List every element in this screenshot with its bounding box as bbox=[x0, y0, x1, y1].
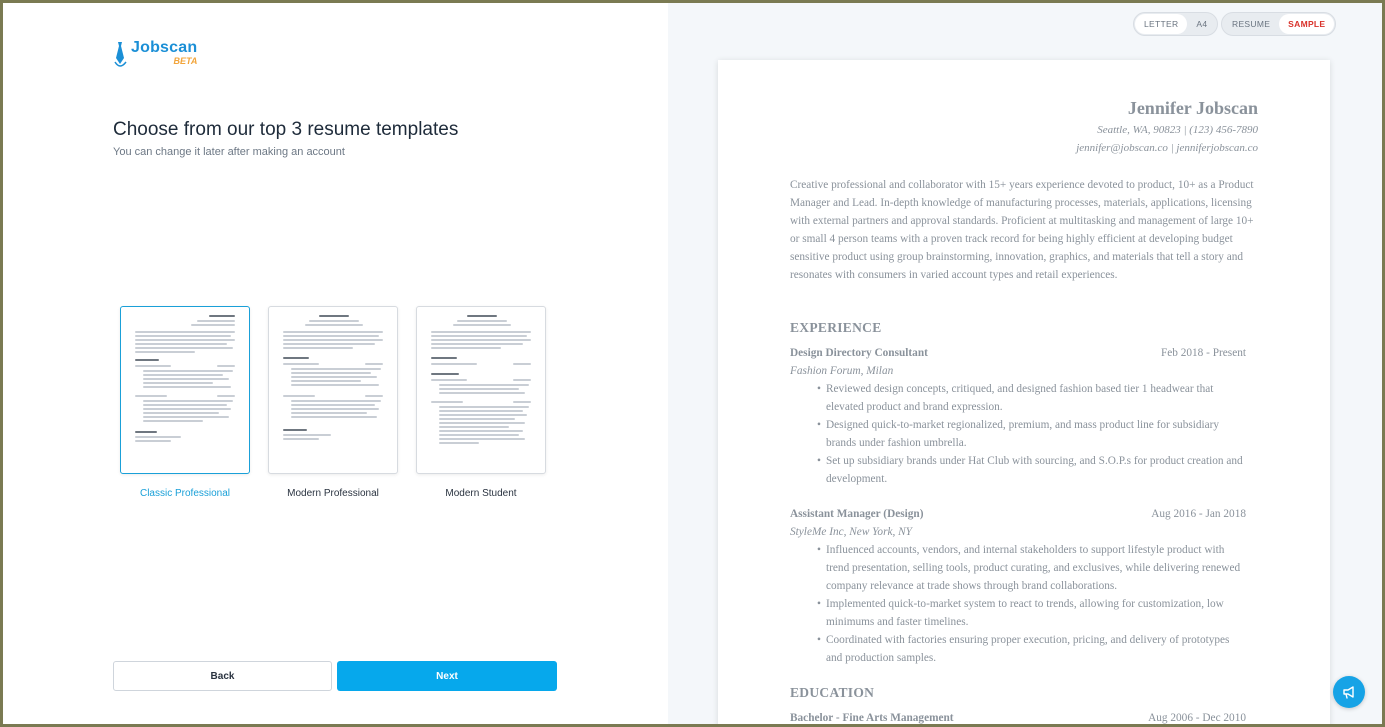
megaphone-icon bbox=[1341, 684, 1357, 700]
job-dates: Aug 2016 - Jan 2018 bbox=[1151, 508, 1246, 520]
logo-name: Jobscan bbox=[131, 39, 198, 56]
job-dates: Feb 2018 - Present bbox=[1160, 347, 1246, 359]
feedback-button[interactable] bbox=[1333, 676, 1365, 708]
education-dates: Aug 2006 - Dec 2010 bbox=[1148, 712, 1246, 724]
job-bullet: • Set up subsidiary brands under Hat Club with sourcing, and S.O.P.s for product creation and development. bbox=[826, 452, 1246, 488]
job-bullet: • Coordinated with factories ensuring proper execution, pricing, and delivery of prototypes and production samples. bbox=[826, 631, 1246, 667]
a4-option[interactable]: A4 bbox=[1196, 19, 1208, 29]
template-thumbnail[interactable] bbox=[416, 306, 546, 474]
education-degree: Bachelor - Fine Arts Management bbox=[790, 712, 954, 724]
experience-heading: EXPERIENCE bbox=[790, 320, 882, 335]
sample-option[interactable]: SAMPLE bbox=[1279, 14, 1334, 34]
job-title: Assistant Manager (Design) bbox=[790, 508, 924, 520]
job-company: StyleMe Inc, New York, NY bbox=[790, 526, 912, 538]
template-thumbnail[interactable] bbox=[268, 306, 398, 474]
job-entry bbox=[790, 505, 1246, 667]
template-chooser-panel bbox=[3, 3, 668, 724]
resume-contact-web: jennifer@jobscan.co | jenniferjobscan.co bbox=[1076, 142, 1258, 154]
job-entry bbox=[790, 344, 1246, 488]
resume-contact-location: Seattle, WA, 90823 | (123) 456-7890 bbox=[1097, 124, 1258, 136]
template-thumbnail[interactable] bbox=[120, 306, 250, 474]
template-classic-professional[interactable] bbox=[120, 306, 250, 499]
template-label: Classic Professional bbox=[139, 488, 231, 499]
job-company: Fashion Forum, Milan bbox=[790, 365, 894, 377]
job-bullet: • Designed quick-to-market regionalized, premium, and mass product line for subsidiary brands under fashion umbrella. bbox=[826, 416, 1246, 452]
job-bullet: • Influenced accounts, vendors, and internal stakeholders to support lifestyle product with trend presentation, selling tools, product curating, and exclusives, while delivering renewed company relevance at trade shows through brand collaborations. bbox=[826, 541, 1246, 595]
beta-badge: BETA bbox=[173, 56, 198, 66]
page-subtitle: You can change it later after making an account bbox=[113, 146, 345, 158]
template-label: Modern Professional bbox=[287, 488, 379, 499]
jobscan-tie-icon bbox=[113, 40, 127, 70]
app-frame bbox=[3, 3, 1382, 724]
jobscan-logo[interactable] bbox=[113, 40, 197, 70]
template-modern-student[interactable] bbox=[416, 306, 546, 499]
page-title: Choose from our top 3 resume templates bbox=[113, 119, 459, 140]
education-heading: EDUCATION bbox=[790, 685, 875, 700]
back-button[interactable]: Back bbox=[113, 661, 332, 691]
resume-option[interactable]: RESUME bbox=[1232, 19, 1271, 29]
view-mode-toggle bbox=[1221, 12, 1336, 36]
resume-summary: Creative professional and collaborator with 15+ years experience devoted to product, 10+ as a Product Manager and Lead. In-depth knowledge of manufacturing processes, materials, applications, licensing with external partners and approval standards. Proficient at multitasking and management of large 10+ or small 4 person teams with a proven track record for being highly efficient at developing budget sensitive product using group brainstorming, innovation, graphics, and materials that tell a story and resonates with consumers in varied account types and retail experiences. bbox=[790, 179, 1254, 281]
resume-preview-panel bbox=[668, 3, 1382, 724]
job-bullet: • Implemented quick-to-market system to react to trends, allowing for customization, low minimums and faster timelines. bbox=[826, 595, 1246, 631]
template-label: Modern Student bbox=[445, 488, 517, 499]
job-title: Design Directory Consultant bbox=[790, 347, 928, 359]
next-button[interactable]: Next bbox=[337, 661, 557, 691]
template-list bbox=[120, 306, 564, 499]
letter-option[interactable]: LETTER bbox=[1135, 14, 1187, 34]
page-size-toggle bbox=[1133, 12, 1218, 36]
job-bullet: • Reviewed design concepts, critiqued, and designed fashion based tier 1 headwear that elevated product and brand expression. bbox=[826, 380, 1246, 416]
education-entry bbox=[790, 709, 1246, 724]
resume-name: Jennifer Jobscan bbox=[1127, 98, 1258, 118]
template-modern-professional[interactable] bbox=[268, 306, 398, 499]
resume-preview bbox=[718, 60, 1330, 724]
